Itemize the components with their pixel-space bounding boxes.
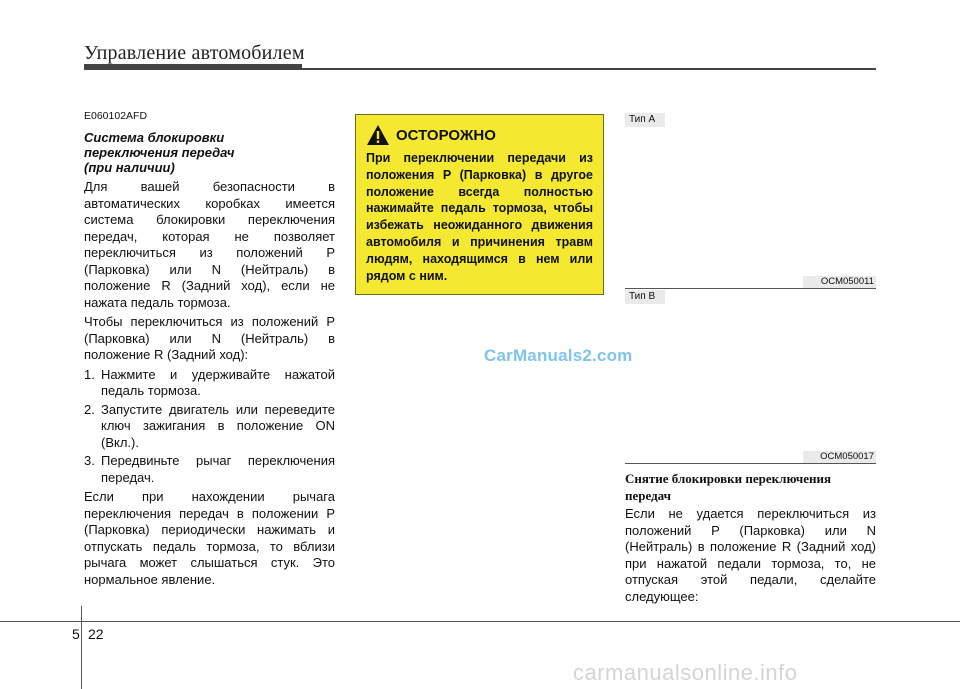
step-number: 3. [84,453,95,468]
page-header-title: Управление автомобилем [84,42,305,64]
warning-header [366,124,593,146]
section-title-line: (при наличии) [84,160,175,175]
step-item [84,367,335,400]
warning-title: ОСТОРОЖНО [396,126,496,144]
footer-watermark: carmanualsonline.info [573,660,798,685]
note-paragraph: Если при нахождении рычага переключения передач в положении P (Парковка) периодически нажимать и отпускать педаль тормоза, то вблизи рычага может слышаться стук. Это нормальное явление. [84,489,335,587]
footer-rule [0,621,960,622]
step-text: Нажмите и удерживайте нажатой педаль тормоза. [101,366,335,398]
intro-paragraph: Для вашей безопасности в автоматических коробках имеется система блокировки переключения передач, которая не позволяет переключиться из положений P (Парковка) или N (Нейтраль) в положение R (Задний ход), если не нажата педаль тормоза. [84,179,335,310]
section-title-line: переключения передач [84,145,235,160]
procedure-intro: Чтобы переключиться из положений P (Парковка) или N (Нейтраль) в положение R (Задний ход): [84,314,335,362]
figure-a-image [625,128,876,288]
warning-text: При переключении передачи из положения P (Парковка) в другое положение всегда полностью нажимайте педаль тормоза, чтобы избежать неожиданного движения автомобиля и причинения травм людям, находящимся в нем или рядом с ним. [366,151,593,283]
section-title [84,130,335,175]
figure-a-label: Тип A [625,113,665,127]
procedure-steps [84,367,335,487]
step-text: Передвиньте рычаг переключения передач. [101,453,335,485]
step-item [84,402,335,452]
subsection-title: Снятие блокировки переключения передач [625,471,832,503]
site-watermark: CarManuals2.com [484,346,633,365]
figure-b-ref: OCM050017 [803,451,876,463]
left-column [84,110,335,591]
figure-a-ref: OCM050011 [803,276,876,288]
header-rule [302,68,876,70]
header-bar [84,64,302,70]
figure-b-image [625,305,876,463]
figure-b-rule [625,463,876,464]
step-number: 1. [84,366,95,382]
warning-box [355,114,604,295]
figure-b-label: Тип B [625,290,665,304]
footer-divider [81,606,82,689]
section-title-line: Система блокировки [84,130,225,145]
chapter-number: 5 [72,626,80,642]
right-column [625,470,876,608]
step-item [84,453,335,486]
step-text: Запустите двигатель или переведите ключ зажигания в положение ON (Вкл.). [101,401,335,450]
warning-triangle-icon [366,124,390,146]
page-number: 22 [88,626,104,642]
subsection-text: Если не удается переключиться из положений P (Парковка) или N (Нейтраль) в положение R (Задний ход) при нажатой педали тормоза, то, не отпуская этой педали, сделайте следующее: [625,506,876,604]
section-code: E060102AFD [84,110,148,122]
step-number: 2. [84,401,95,417]
figure-a-rule [625,288,876,289]
